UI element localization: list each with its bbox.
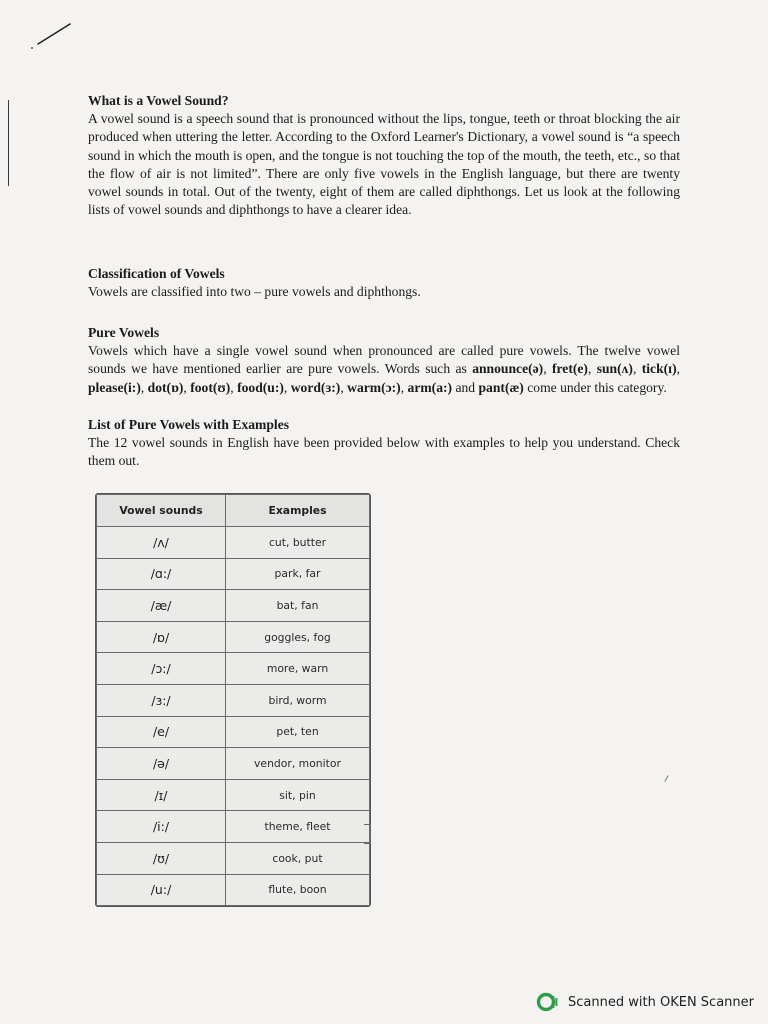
word-separator: , bbox=[632, 361, 642, 377]
vowel-sound-cell: /ɔ:/ bbox=[97, 653, 226, 685]
section-list-pure-vowels bbox=[88, 416, 680, 471]
pure-outro: come under this category. bbox=[527, 379, 667, 395]
vowel-sound-cell: /ə/ bbox=[97, 748, 226, 780]
section-classification bbox=[88, 265, 680, 301]
heading-classification: Classification of Vowels bbox=[88, 266, 225, 281]
table-row bbox=[97, 653, 370, 685]
pure-vowel-word: dot(ɒ) bbox=[147, 379, 184, 395]
header-vowel-sounds: Vowel sounds bbox=[97, 495, 226, 527]
pure-vowel-word: announce(ə) bbox=[472, 361, 544, 377]
example-cell: theme, fleet bbox=[226, 811, 370, 843]
example-cell: pet, ten bbox=[226, 716, 370, 748]
vowel-sound-cell: /ɜ:/ bbox=[97, 684, 226, 716]
example-cell: cut, butter bbox=[226, 527, 370, 559]
pure-vowel-word: pant(æ) bbox=[478, 379, 524, 395]
example-cell: more, warn bbox=[226, 653, 370, 685]
table-row bbox=[97, 874, 370, 906]
table-row bbox=[97, 779, 370, 811]
example-cell: bat, fan bbox=[226, 590, 370, 622]
table-row bbox=[97, 748, 370, 780]
example-cell: park, far bbox=[226, 558, 370, 590]
example-cell: sit, pin bbox=[226, 779, 370, 811]
heading-what-is-vowel: What is a Vowel Sound? bbox=[88, 93, 229, 108]
word-separator: , bbox=[340, 379, 348, 395]
heading-list-pure-vowels: List of Pure Vowels with Examples bbox=[88, 417, 290, 432]
pure-vowel-word: arm(a:) bbox=[407, 379, 453, 395]
paragraph-classification: Vowels are classified into two – pure vowels and diphthongs. bbox=[88, 284, 421, 300]
vowel-sound-cell: /ɑ:/ bbox=[97, 558, 226, 590]
pure-vowel-word: fret(e) bbox=[551, 361, 588, 377]
header-examples: Examples bbox=[226, 495, 370, 527]
example-cell: flute, boon bbox=[226, 874, 370, 906]
word-separator: , bbox=[183, 379, 191, 395]
pure-vowel-word: sun(ʌ) bbox=[596, 361, 633, 377]
vowel-sound-cell: /i:/ bbox=[97, 811, 226, 843]
table-row bbox=[97, 684, 370, 716]
vowel-sound-cell: /ʌ/ bbox=[97, 527, 226, 559]
vowel-sound-cell: /e/ bbox=[97, 716, 226, 748]
scanner-watermark-text: Scanned with OKEN Scanner bbox=[568, 994, 754, 1010]
pure-vowel-word: word(ɜ:) bbox=[290, 379, 341, 395]
word-separator: , bbox=[543, 361, 552, 377]
pure-intro: Vowels which have a single vowel sound when pronounced are called pure vowels. The twelve vowel sounds we have mentioned earlier are pure vowels. Words such as bbox=[88, 343, 680, 377]
pure-vowel-word: foot(ʊ) bbox=[190, 379, 231, 395]
pure-vowel-word: tick(ɪ) bbox=[641, 361, 677, 377]
word-separator: and bbox=[452, 379, 479, 395]
table-row bbox=[97, 527, 370, 559]
example-cell: goggles, fog bbox=[226, 621, 370, 653]
example-cell: cook, put bbox=[226, 842, 370, 874]
word-separator: , bbox=[230, 379, 238, 395]
table-row bbox=[97, 590, 370, 622]
pure-vowel-word: please(i:) bbox=[88, 379, 141, 395]
section-what-is-vowel bbox=[88, 92, 680, 219]
paragraph-list-pure-vowels: The 12 vowel sounds in English have been provided below with examples to help you understand. Check them out. bbox=[88, 435, 680, 469]
table-row bbox=[97, 716, 370, 748]
word-separator: , bbox=[400, 379, 408, 395]
scanner-logo-icon bbox=[536, 990, 560, 1014]
stray-mark bbox=[664, 775, 668, 782]
table-row bbox=[97, 558, 370, 590]
example-cell: bird, worm bbox=[226, 684, 370, 716]
table-header-row bbox=[97, 495, 370, 527]
vowel-sound-cell: /ʊ/ bbox=[97, 842, 226, 874]
stray-bracket-mark bbox=[364, 824, 371, 844]
pen-stroke-icon bbox=[30, 20, 76, 52]
heading-pure-vowels: Pure Vowels bbox=[88, 325, 160, 340]
vowel-sound-cell: /æ/ bbox=[97, 590, 226, 622]
paragraph-what-is-vowel: A vowel sound is a speech sound that is pronounced without the lips, tongue, teeth or throat blocking the air produced when uttering the letter. According to the Oxford Learner's Dictionary, a vowel sound is “a speech sound in which the mouth is open, and the tongue is not touching the top of the mouth, the teeth, etc., so that the flow of air is not limited”. There are only five vowels in the English language, but there are twenty vowel sounds in total. Out of the twenty, eight of them are called diphthongs. Let us look at the following lists of vowel sounds and diphthongs to have a clearer idea. bbox=[88, 111, 680, 218]
scanner-watermark bbox=[536, 990, 754, 1014]
pure-vowel-word: food(u:) bbox=[237, 379, 284, 395]
vowel-sound-cell: /u:/ bbox=[97, 874, 226, 906]
word-separator: , bbox=[587, 361, 597, 377]
word-separator: , bbox=[140, 379, 148, 395]
word-separator: , bbox=[676, 361, 681, 377]
table-row bbox=[97, 842, 370, 874]
vowel-table bbox=[95, 493, 371, 907]
word-separator: , bbox=[283, 379, 291, 395]
page-edge-line bbox=[8, 100, 9, 186]
table-row bbox=[97, 811, 370, 843]
section-pure-vowels bbox=[88, 324, 680, 397]
table-row bbox=[97, 621, 370, 653]
paragraph-pure-vowels bbox=[88, 342, 680, 397]
pure-vowel-word: warm(ɔ:) bbox=[347, 379, 401, 395]
example-cell: vendor, monitor bbox=[226, 748, 370, 780]
vowel-sound-cell: /ɒ/ bbox=[97, 621, 226, 653]
vowel-sound-cell: /ɪ/ bbox=[97, 779, 226, 811]
